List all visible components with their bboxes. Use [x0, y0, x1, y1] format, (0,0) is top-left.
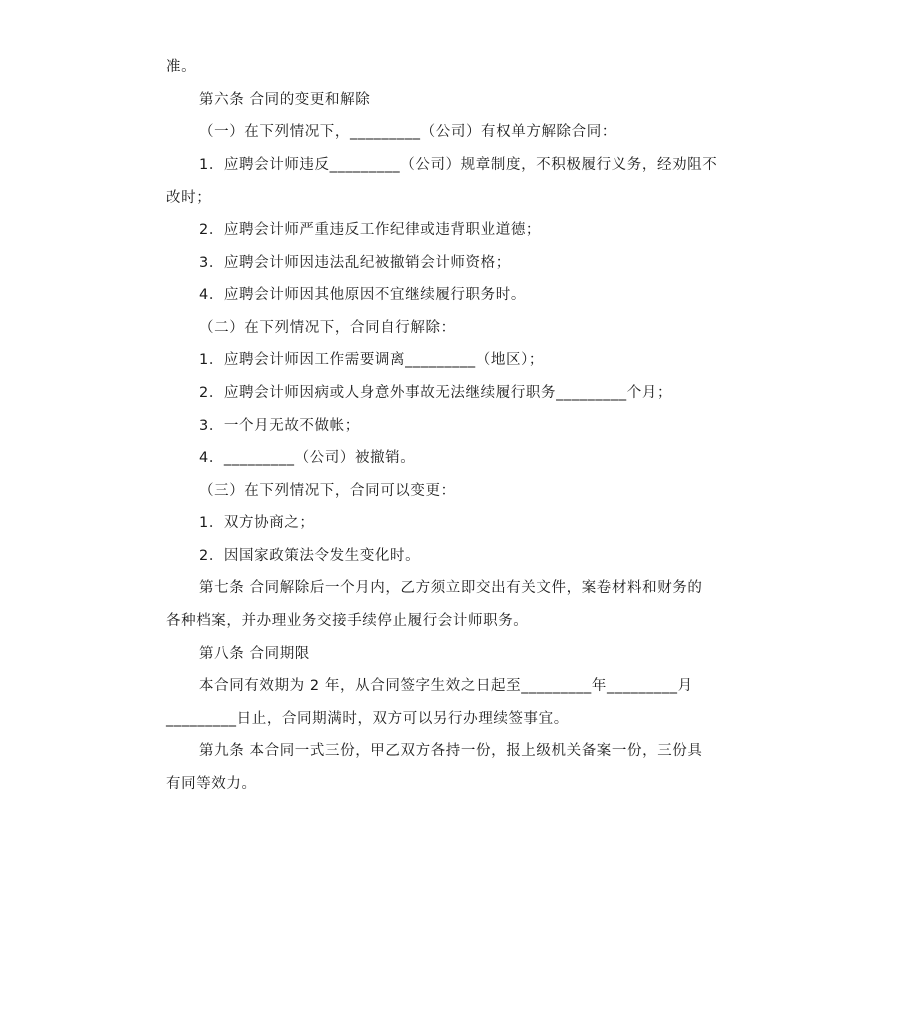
text-line: 1．双方协商之；: [199, 515, 315, 531]
text-line: （二）在下列情况下，合同自行解除：: [199, 320, 456, 336]
article-heading: 第七条 合同解除后一个月内，乙方须立即交出有关文件，案卷材料和财务的: [199, 580, 703, 596]
text-line: 1．应聘会计师违反_________（公司）规章制度，不积极履行义务，经劝阻不: [199, 157, 718, 173]
text-line: 改时；: [166, 190, 212, 206]
text-line: 有同等效力。: [166, 776, 257, 792]
text-line: （三）在下列情况下，合同可以变更：: [199, 483, 456, 499]
text-line: 2．应聘会计师因病或人身意外事故无法继续履行职务_________个月；: [199, 385, 673, 401]
article-heading: 第九条 本合同一式三份，甲乙双方各持一份，报上级机关备案一份，三份具: [199, 743, 703, 759]
article-heading: 第六条 合同的变更和解除: [199, 92, 371, 108]
text-line: （一）在下列情况下，_________（公司）有权单方解除合同：: [199, 124, 617, 140]
text-line: 2．因国家政策法令发生变化时。: [199, 548, 421, 564]
text-line: 各种档案，并办理业务交接手续停止履行会计师职务。: [166, 613, 529, 629]
text-line: 本合同有效期为 2 年，从合同签字生效之日起至_________年_________月: [199, 678, 693, 694]
text-line: _________日止，合同期满时，双方可以另行办理续签事宜。: [166, 711, 569, 727]
text-line: 准。: [166, 59, 197, 75]
text-line: 2．应聘会计师严重违反工作纪律或违背职业道德；: [199, 222, 542, 238]
text-line: 4．应聘会计师因其他原因不宜继续履行职务时。: [199, 287, 526, 303]
text-line: 3．应聘会计师因违法乱纪被撤销会计师资格；: [199, 255, 511, 271]
text-line: 4．_________（公司）被撤销。: [199, 450, 416, 466]
article-heading: 第八条 合同期限: [199, 646, 310, 662]
text-line: 3．一个月无故不做帐；: [199, 418, 360, 434]
text-line: 1．应聘会计师因工作需要调离_________（地区）；: [199, 352, 545, 368]
